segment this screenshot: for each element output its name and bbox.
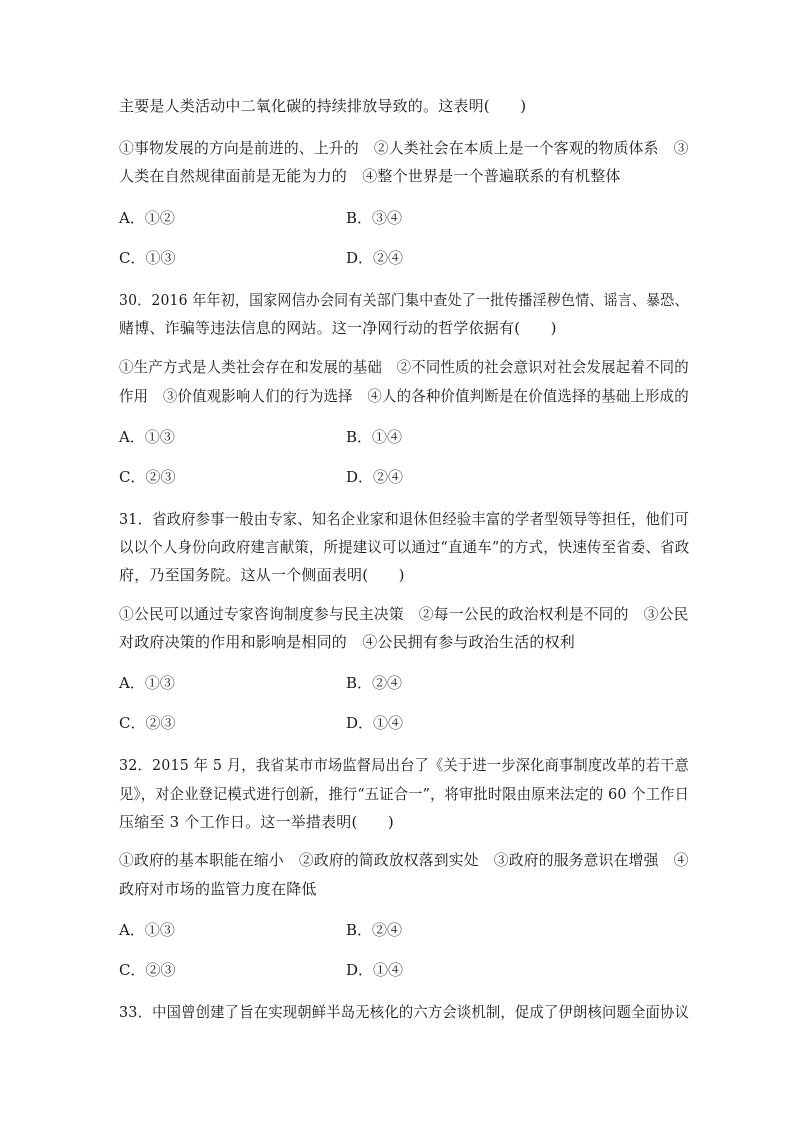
question-31-option-a: A．①③: [119, 674, 175, 692]
question-29-option-d: D．②④: [346, 249, 404, 267]
question-29-statements-line-1: ①事物发展的方向是前进的、上升的 ②人类社会在本质上是一个客观的物质体系 ③: [119, 139, 689, 157]
question-29-option-c: C．①③: [119, 249, 176, 267]
question-31-stem-line-2: 以以个人身份向政府建言献策，所提建议可以通过“直通车”的方式，快速传至省委、省政: [119, 538, 690, 556]
question-32-option-a: A．①③: [119, 921, 175, 939]
question-32-statements-line-1: ①政府的基本职能在缩小 ②政府的简政放权落到实处 ③政府的服务意识在增强 ④: [119, 851, 689, 869]
question-31-option-d: D．①④: [346, 714, 404, 732]
question-32-stem-line-1: 32．2015 年 5 月，我省某市市场监督局出台了《关于进一步深化商事制度改革的若干意: [119, 756, 689, 774]
question-32-statements-line-2: 政府对市场的监管力度在降低: [119, 880, 317, 898]
question-30-option-d: D．②④: [346, 468, 404, 486]
question-29-option-a: A．①②: [119, 209, 175, 227]
question-31-stem-line-1: 31．省政府参事一般由专家、知名企业家和退休但经验丰富的学者型领导等担任，他们可: [119, 510, 690, 528]
question-32-stem-line-3: 压缩至 3 个工作日。这一举措表明( ): [119, 813, 394, 831]
question-30-statements-line-2: 作用 ③价值观影响人们的行为选择 ④人的各种价值判断是在价值选择的基础上形成的: [119, 387, 689, 405]
question-29-option-b: B．③④: [346, 209, 403, 227]
question-31-option-b: B．②④: [346, 674, 403, 692]
question-32-option-b: B．②④: [346, 921, 403, 939]
question-32-option-c: C．②③: [119, 961, 176, 979]
question-31-option-c: C．②③: [119, 714, 176, 732]
question-30-stem-line-2: 赌博、诈骗等违法信息的网站。这一净网行动的哲学依据有( ): [119, 319, 557, 337]
question-31-statements-line-2: 对政府决策的作用和影响是相同的 ④公民拥有参与政治生活的权利: [119, 633, 576, 651]
question-30-option-c: C．②③: [119, 468, 176, 486]
question-31-statements-line-1: ①公民可以通过专家咨询制度参与民主决策 ②每一公民的政治权利是不同的 ③公民: [119, 605, 689, 623]
question-30-option-b: B．①④: [346, 428, 403, 446]
question-30-option-a: A．①③: [119, 428, 175, 446]
question-32-option-d: D．①④: [346, 961, 404, 979]
question-29-statements-line-2: 人类在自然规律面前是无能为力的 ④整个世界是一个普遍联系的有机整体: [119, 167, 621, 185]
question-30-stem-line-1: 30．2016 年年初，国家网信办会同有关部门集中查处了一批传播淫秽色情、谣言、暴恐、: [119, 291, 689, 309]
question-29-stem-end: 主要是人类活动中二氧化碳的持续排放导致的。这表明( ): [119, 97, 527, 115]
question-32-stem-line-2: 见》，对企业登记模式进行创新，推行“五证合一”，将审批时限由原来法定的 60 个工作日: [119, 785, 690, 803]
question-31-stem-line-3: 府，乃至国务院。这从一个侧面表明( ): [119, 566, 405, 584]
question-33-stem-line-1: 33．中国曾创建了旨在实现朝鲜半岛无核化的六方会谈机制，促成了伊朗核问题全面协议: [119, 1003, 690, 1021]
question-30-statements-line-1: ①生产方式是人类社会存在和发展的基础 ②不同性质的社会意识对社会发展起着不同的: [119, 358, 689, 376]
